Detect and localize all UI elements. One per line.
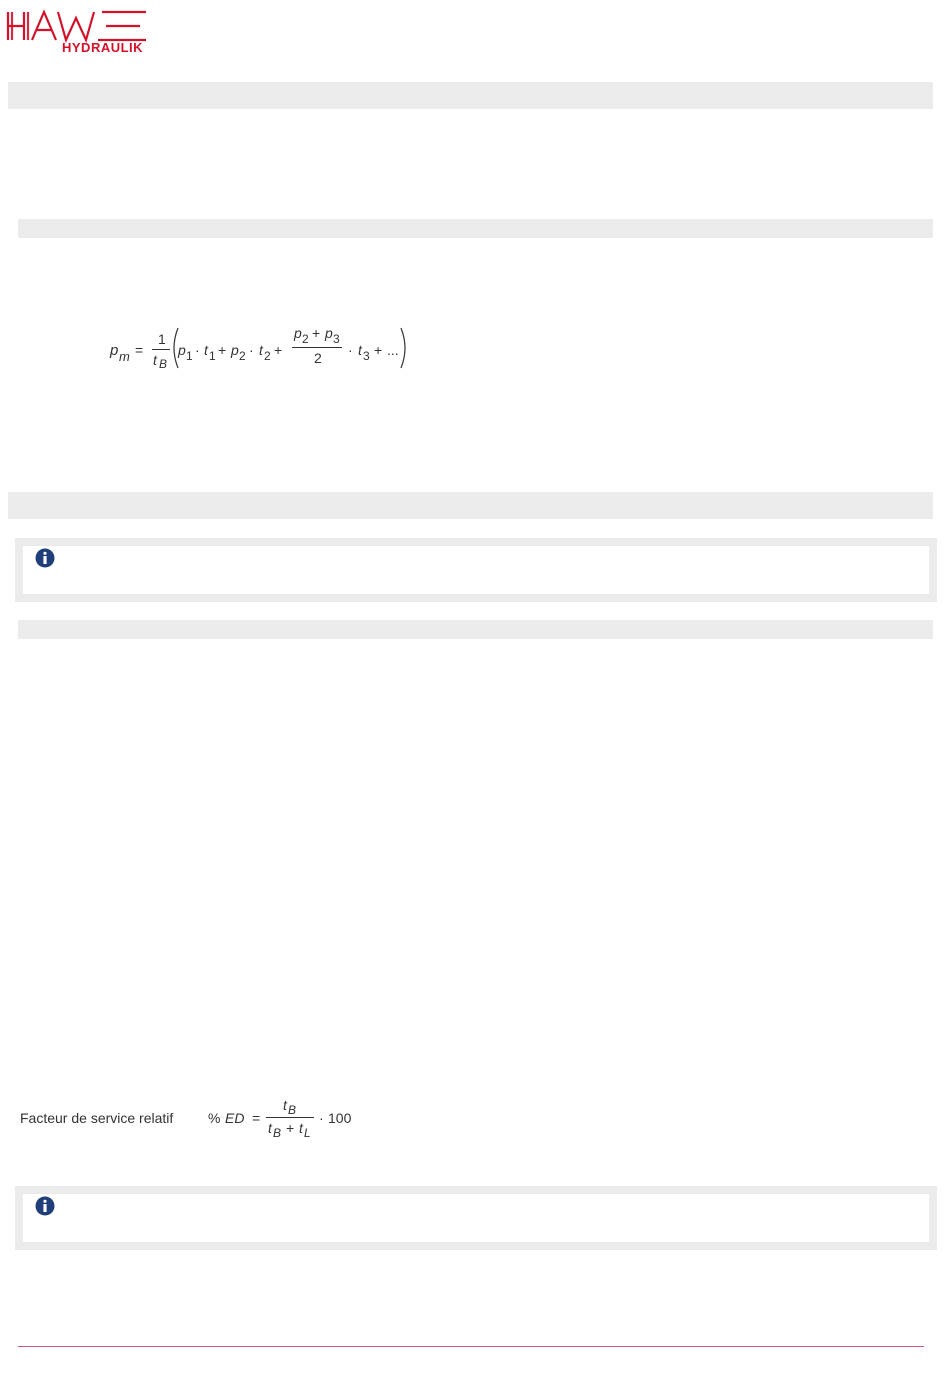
mean-pressure-formula [110,323,430,373]
formula-dot-3: · [348,342,353,358]
formula-eq: = [135,342,144,358]
info-box-2-body [23,1194,929,1242]
formula-inner-num-b: p [325,325,333,341]
duty-cycle-formula [20,1095,380,1145]
duty-num: t [283,1097,287,1113]
formula-inner-den: 2 [314,350,322,366]
formula-frac-num: 1 [158,331,166,347]
formula-dot-2: · [249,342,254,358]
duty-label: Facteur de service relatif [20,1110,174,1126]
duty-ed: ED [225,1110,245,1126]
duty-mult: · [319,1110,324,1126]
duty-eq: = [252,1110,261,1126]
subsection-bar-2 [18,620,933,639]
formula-t1: t [204,342,208,358]
info-box-2 [15,1186,937,1250]
logo-subtext: HYDRAULIK [62,40,144,55]
info-box-1 [15,538,937,602]
formula-frac-den: t [153,352,157,368]
duty-den-a-sub: B [273,1126,282,1140]
section-header-bar-1 [8,82,933,109]
formula-p2: p [231,342,239,358]
formula-p2-sub: 2 [239,349,246,363]
footer-divider [18,1346,924,1347]
formula-lhs-sub: m [119,349,130,364]
info-box-1-body [23,546,929,594]
info-icon [35,1196,55,1216]
duty-den-b: t [299,1120,303,1136]
formula-inner-num-a-sub: 2 [302,332,309,346]
formula-lhs: p [110,342,119,359]
duty-percent: % [208,1110,221,1126]
duty-num-sub: B [288,1103,297,1117]
formula-frac-line [152,349,170,350]
section-header-bar-2 [8,492,933,519]
formula-frac-den-sub: B [159,357,168,371]
formula-p1: p [178,342,186,358]
formula-plus-1: + [218,342,227,358]
brand-logo [6,8,152,56]
subsection-bar-1 [18,219,933,238]
formula-t3-sub: 3 [363,349,370,363]
formula-t2-sub: 2 [264,349,271,363]
formula-t1-sub: 1 [209,349,216,363]
duty-frac-line [266,1117,314,1118]
formula-inner-frac-line [292,347,342,348]
duty-den-a: t [268,1120,272,1136]
formula-ellipsis: ... [387,342,399,358]
formula-t3: t [358,342,362,358]
formula-dot-1: · [195,342,200,358]
formula-inner-num-a: p [294,325,302,341]
formula-plus-2: + [274,342,283,358]
formula-plus-3: + [374,342,383,358]
info-icon [35,548,55,568]
duty-den-plus: + [286,1120,295,1136]
formula-p1-sub: 1 [186,349,193,363]
duty-factor: 100 [328,1110,352,1126]
formula-t2: t [259,342,263,358]
formula-inner-plus: + [312,325,321,341]
right-paren [399,327,409,369]
duty-den-b-sub: L [304,1126,311,1140]
formula-inner-num-b-sub: 3 [333,332,340,346]
